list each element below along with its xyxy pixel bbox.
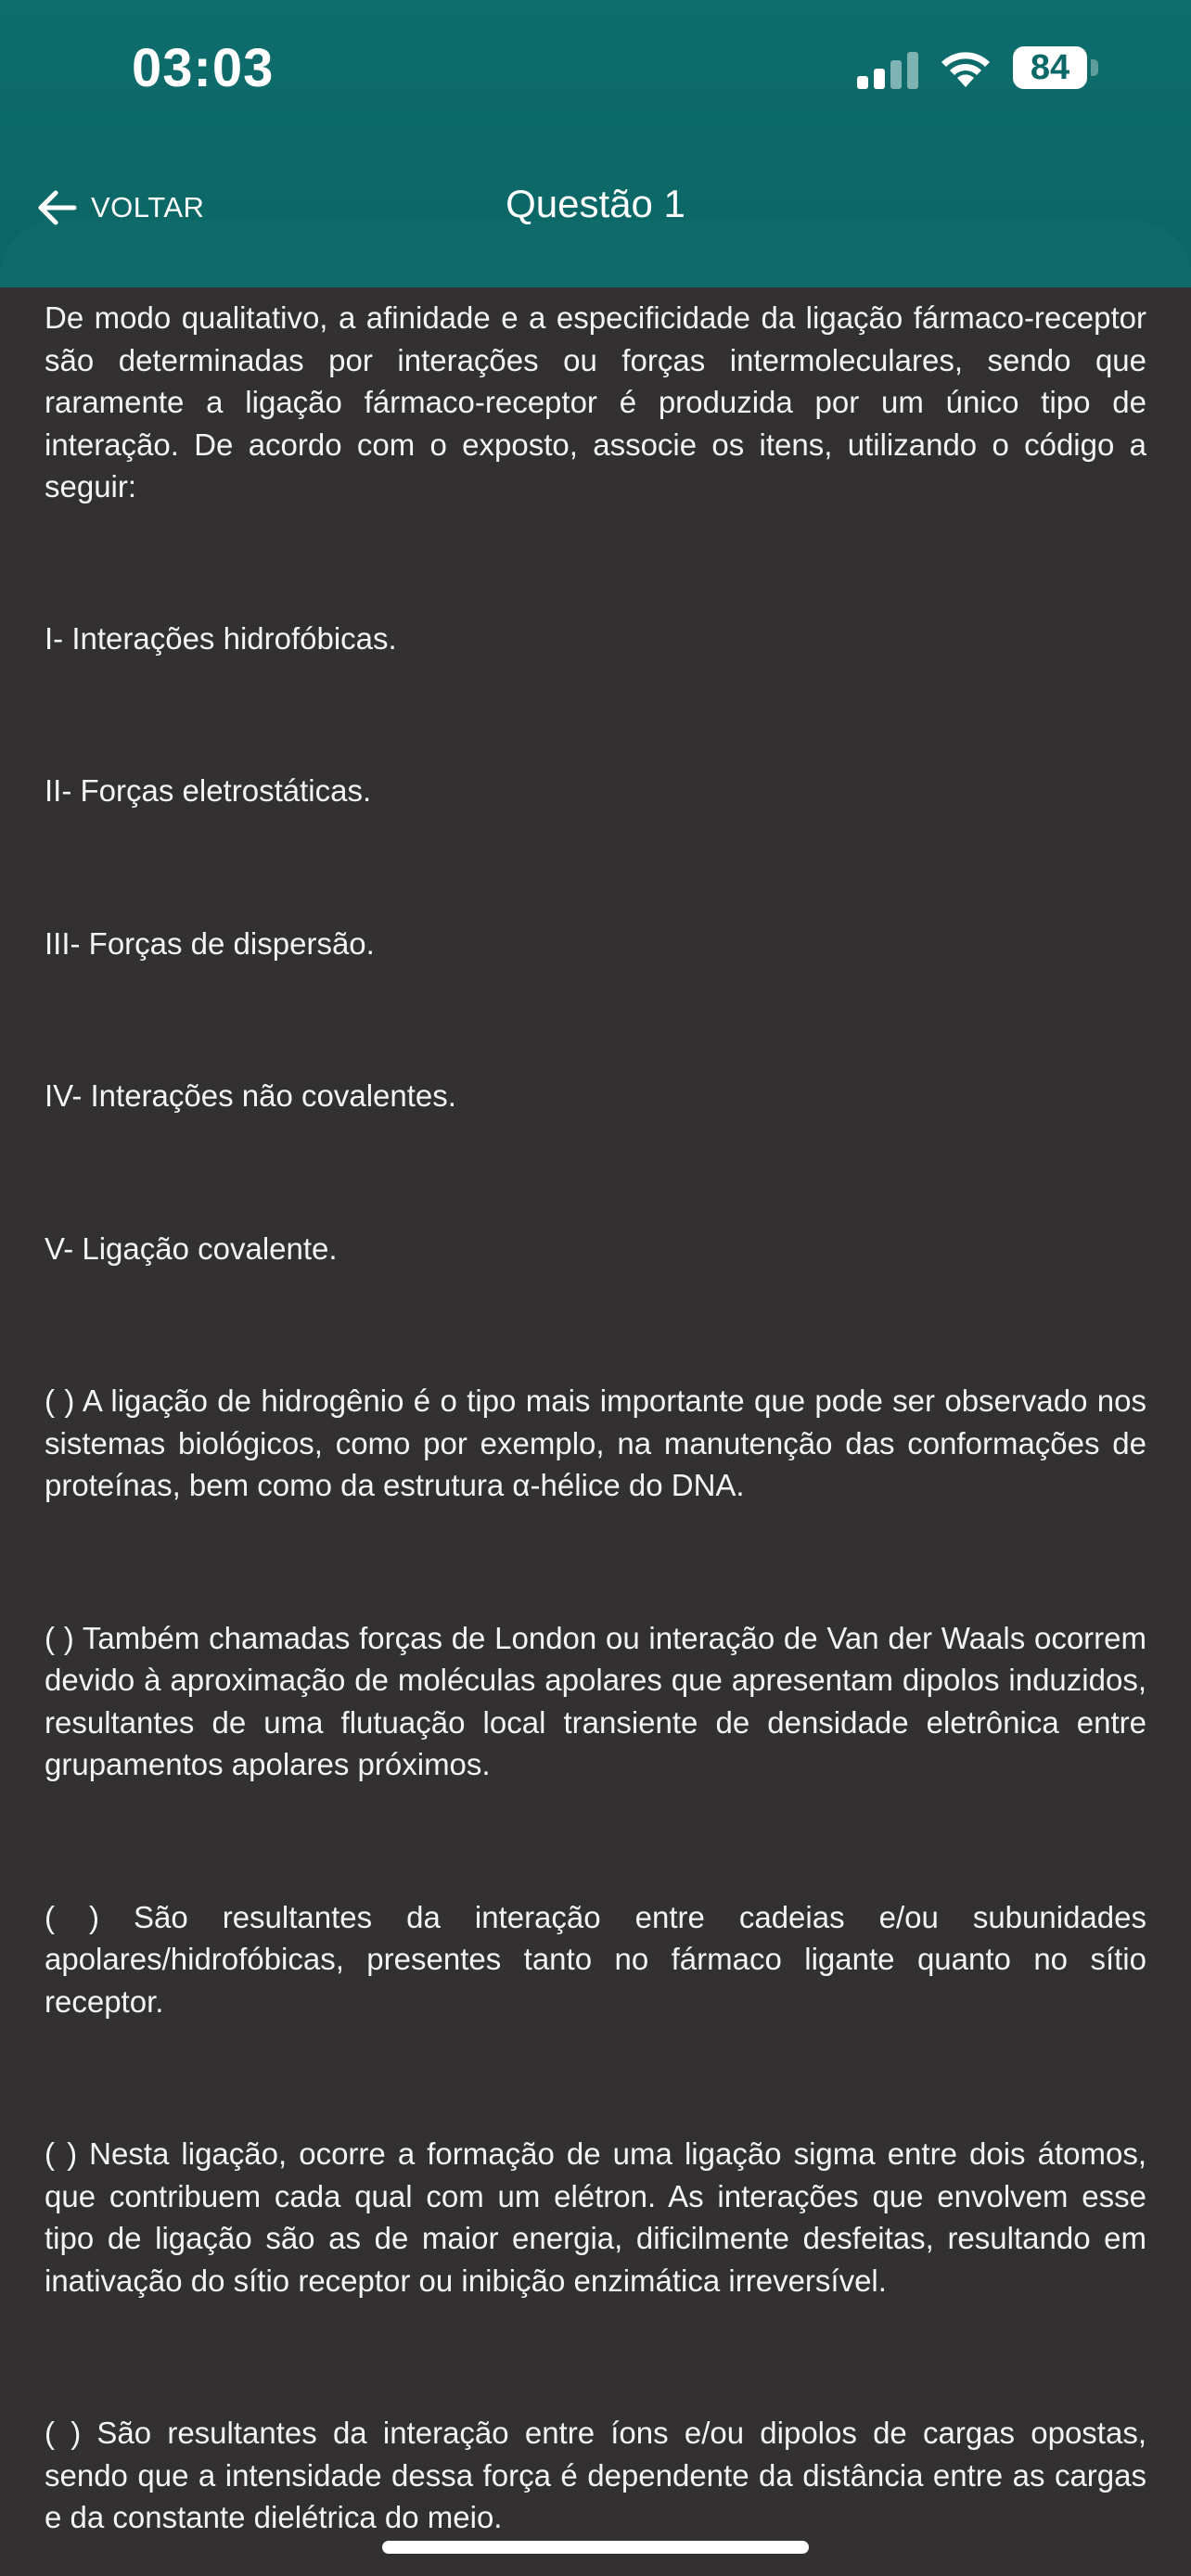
- wifi-icon: [937, 46, 994, 91]
- statement-2: ( ) Também chamadas forças de London ou interação de Van der Waals ocorrem devido à aproximação de moléculas apolares que apresentam dipolos induzidos, resultantes de uma flutuação local transiente de densidade eletrônica entre grupamentos apolares próximos.: [45, 1620, 1146, 1781]
- cellular-signal-icon: [855, 52, 922, 89]
- battery-cap: [1091, 59, 1098, 76]
- statement-1: ( ) A ligação de hidrogênio é o tipo mais importante que pode ser observado nos sistemas biológicos, como por exemplo, na manutenção das conformações de proteínas, bem como da estrutura α-hélice do DNA.: [45, 1384, 1146, 1502]
- statement-5: ( ) São resultantes da interação entre íons e/ou dipolos de cargas opostas, sendo que a intensidade dessa força é dependente da distância entre as cargas e da constante dielétrica do meio.: [45, 2416, 1146, 2534]
- status-time: 03:03: [132, 38, 275, 98]
- item-iv: IV- Interações não covalentes.: [45, 1078, 456, 1113]
- item-i: I- Interações hidrofóbicas.: [45, 620, 397, 656]
- statement-3: ( ) São resultantes da interação entre cadeias e/ou subunidades apolares/hidrofóbicas, presentes tanto no fármaco ligante quanto no sítio receptor.: [45, 1899, 1146, 2019]
- question-content: [45, 297, 1146, 2539]
- header: [0, 0, 1191, 287]
- item-ii: II- Forças eletrostáticas.: [45, 773, 372, 808]
- home-indicator[interactable]: [382, 2541, 809, 2554]
- statement-4: ( ) Nesta ligação, ocorre a formação de uma ligação sigma entre dois átomos, que contribuem cada qual com um elétron. As interações que envolvem esse tipo de ligação são as de maior energia, dificilmente desfeitas, resultando em inativação do sítio receptor ou inibição enzimática irreversível.: [45, 2136, 1146, 2298]
- question-intro: De modo qualitativo, a afinidade e a especificidade da ligação fármaco-receptor são determinadas por interações ou forças intermoleculares, sendo que raramente a ligação fármaco-receptor é produzida por um único tipo de interação. De acordo com o exposto, associe os itens, utilizando o código a seguir:: [45, 300, 1146, 504]
- page-title: Questão 1: [506, 182, 685, 225]
- item-v: V- Ligação covalente.: [45, 1231, 338, 1266]
- battery-icon: [1013, 46, 1102, 93]
- battery-level: 84: [1013, 46, 1087, 89]
- back-label: VOLTAR: [91, 191, 205, 223]
- item-iii: III- Forças de dispersão.: [45, 925, 375, 961]
